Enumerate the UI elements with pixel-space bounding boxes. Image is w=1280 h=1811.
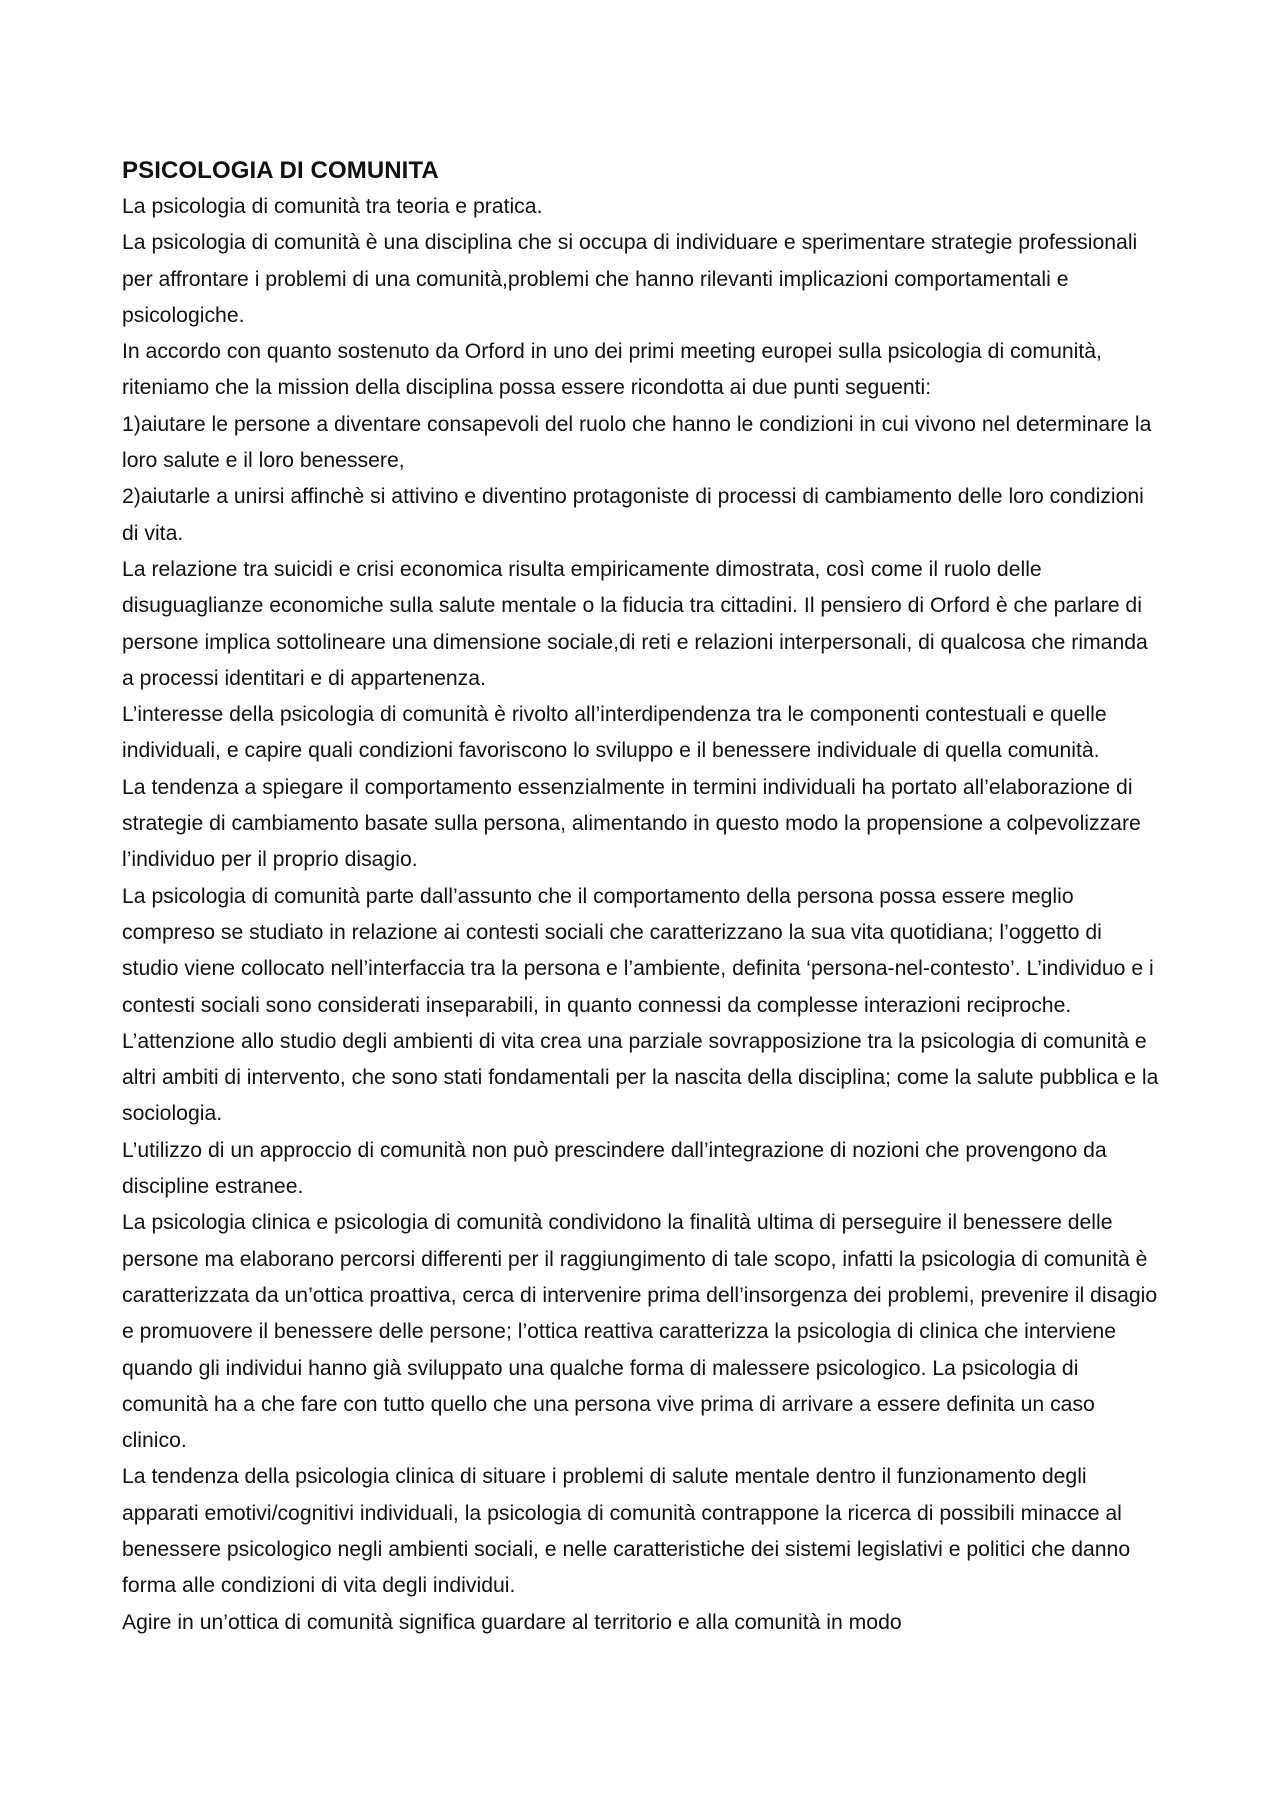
paragraph: La tendenza a spiegare il comportamento essenzialmente in termini individuali ha portato all’elaborazione di strategie di cambiamento basate sulla persona, alimentando in questo modo la propensione a colpevolizzare l’individuo per il proprio disagio. <box>122 775 1141 872</box>
paragraph: La psicologia di comunità tra teoria e pratica. <box>122 195 543 218</box>
paragraph: La tendenza della psicologia clinica di situare i problemi di salute mentale dentro il funzionamento degli apparati emotivi/cognitivi individuali, la psicologia di comunità contrappone la ricerca di possibili minacce al benessere psicologico negli ambienti sociali, e nelle caratteristiche dei sistemi legislativi e politici che danno forma alle condizioni di vita degli individui. <box>122 1465 1131 1598</box>
paragraph: Agire in un’ottica di comunità significa guardare al territorio e alla comunità in modo <box>122 1610 902 1634</box>
paragraph: 1)aiutare le persone a diventare consapevoli del ruolo che hanno le condizioni in cui vivono nel determinare la loro salute e il loro benessere, <box>122 412 1152 473</box>
paragraph: La psicologia di comunità è una disciplina che si occupa di individuare e sperimentare strategie professionali per affrontare i problemi di una comunità,problemi che hanno rilevanti implicazioni comportamentali e psicologiche. <box>122 231 1138 327</box>
paragraph: 2)aiutarle a unirsi affinchè si attivino e diventino protagoniste di processi di cambiamento delle loro condizioni di vita. <box>122 485 1144 545</box>
paragraph: La psicologia di comunità parte dall’assunto che il comportamento della persona possa essere meglio compreso se studiato in relazione ai contesti sociali che caratterizzano la sua vita quotidiana; l’oggetto di studio viene collocato nell’interfaccia tra la persona e l’ambiente, definita ‘persona-nel-contesto’. L’individuo e i contesti sociali sono considerati inseparabili, in quanto connessi da complesse interazioni reciproche. L’attenzione allo studio degli ambienti di vita crea una parziale sovrapposizione tra la psicologia di comunità e altri ambiti di intervento, che sono stati fondamentali per la nascita della disciplina; come la salute pubblica e la sociologia. <box>122 884 1159 1126</box>
document-body <box>122 153 1164 1641</box>
paragraph: L’interesse della psicologia di comunità è rivolto all’interdipendenza tra le componenti contestuali e quelle individuali, e capire quali condizioni favoriscono lo sviluppo e il benessere individuale di quella comunità. <box>122 703 1107 763</box>
paragraph: La psicologia clinica e psicologia di comunità condividono la finalità ultima di perseguire il benessere delle persone ma elaborano percorsi differenti per il raggiungimento di tale scopo, infatti la psicologia di comunità è caratterizzata da un’ottica proattiva, cerca di intervenire prima dell’insorgenza dei problemi, prevenire il disagio e promuovere il benessere delle persone; l’ottica reattiva caratterizza la psicologia di clinica che interviene quando gli individui hanno già sviluppato una qualche forma di malessere psicologico. La psicologia di comunità ha a che fare con tutto quello che una persona vive prima di arrivare a essere definita un caso clinico. <box>122 1211 1158 1453</box>
paragraph: In accordo con quanto sostenuto da Orford in uno dei primi meeting europei sulla psicologia di comunità, riteniamo che la mission della disciplina possa essere ricondotta ai due punti seguenti: <box>122 340 1102 400</box>
paragraph: La relazione tra suicidi e crisi economica risulta empiricamente dimostrata, così come il ruolo delle disuguaglianze economiche sulla salute mentale o la fiducia tra cittadini. Il pensiero di Orford è che parlare di persone implica sottolineare una dimensione sociale,di reti e relazioni interpersonali, di qualcosa che rimanda a processi identitari e di appartenenza. <box>122 557 1148 690</box>
document-title: PSICOLOGIA DI COMUNITA <box>122 157 439 184</box>
paragraph: L’utilizzo di un approccio di comunità non può prescindere dall’integrazione di nozioni che provengono da discipline estranee. <box>122 1138 1107 1199</box>
